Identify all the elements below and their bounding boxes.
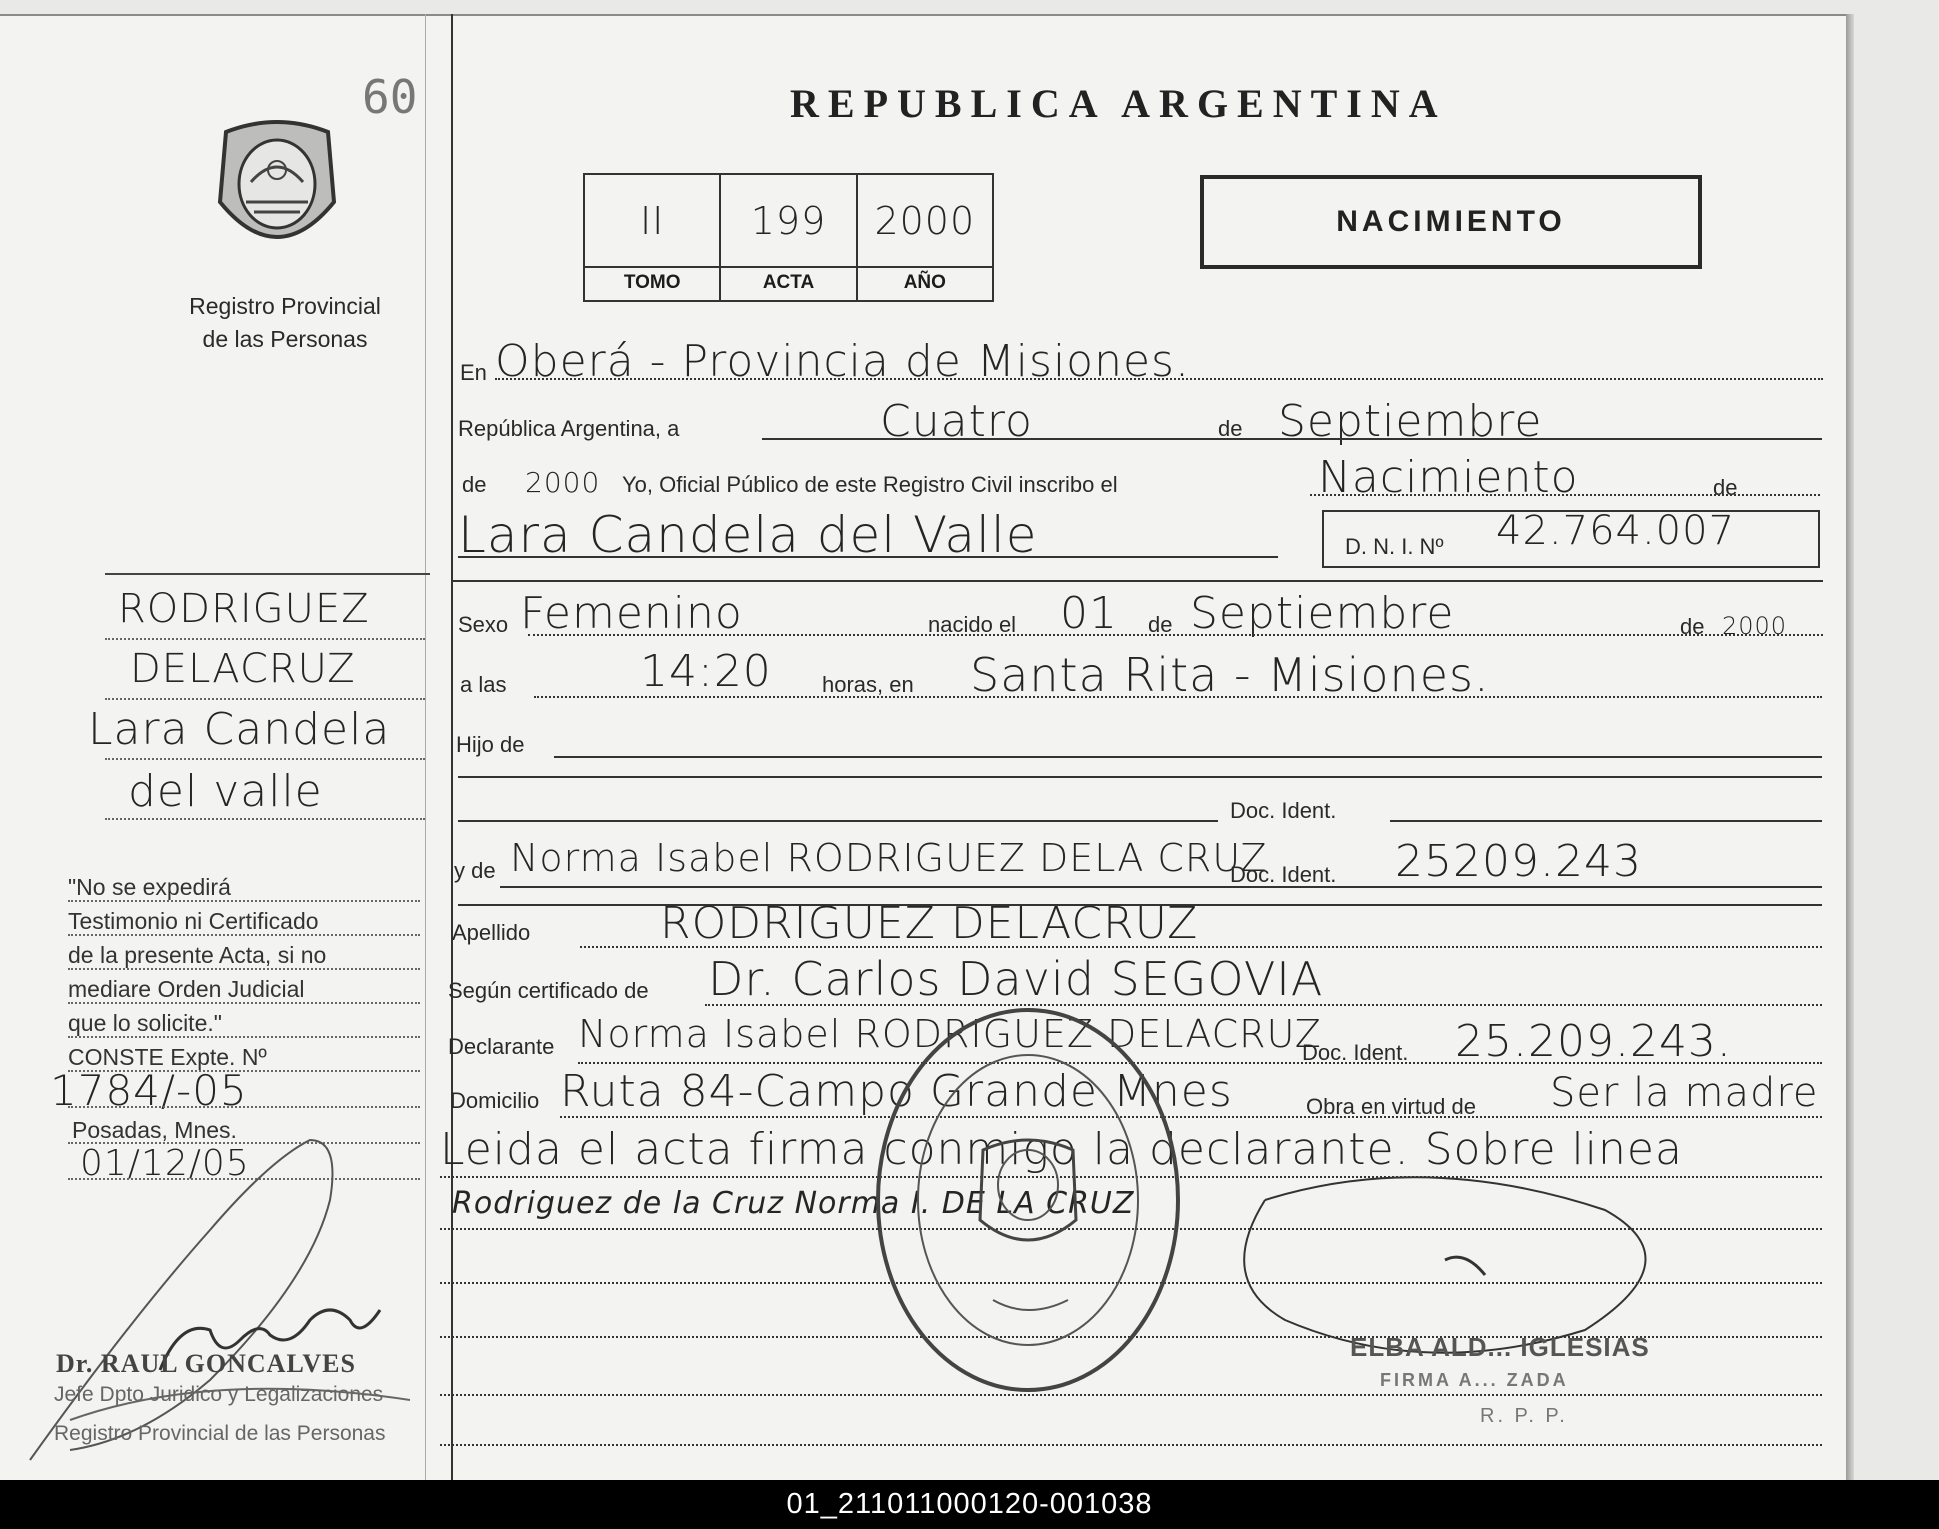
apellido-value: RODRIGUEZ DELACRUZ	[660, 898, 1199, 949]
mother-doc-label: Doc. Ident.	[1230, 862, 1337, 887]
tomo-label: TOMO	[585, 266, 719, 294]
anio-label: AÑO	[858, 266, 992, 294]
provincial-seal-icon	[206, 112, 348, 262]
father-rule-3	[458, 820, 1218, 822]
father-rule-2	[458, 776, 1822, 778]
acta-cell	[721, 175, 857, 300]
declarante-value: Norma Isabel RODRIGUEZ DELACRUZ	[578, 1012, 1322, 1056]
declarante-rule	[578, 1062, 1822, 1064]
dni-value: 42.764.007	[1496, 508, 1736, 554]
document-id-footer: 01_211011000120-001038	[0, 1480, 1939, 1529]
column-divider	[451, 14, 453, 1480]
note-dotted-rule	[68, 1106, 420, 1108]
declarant-signature: Rodriguez de la Cruz Norma I. DE LA CRUZ	[452, 1186, 1135, 1221]
anio-cell	[858, 175, 992, 300]
legal-note-line: Testimonio ni Certificado	[68, 908, 319, 934]
birth-place: Santa Rita - Misiones.	[970, 648, 1490, 702]
official-name: Dr. RAUL GONCALVES	[56, 1349, 356, 1378]
domicilio-value: Ruta 84-Campo Grande Mnes	[560, 1066, 1233, 1117]
sign-date: 01/12/05	[80, 1143, 250, 1184]
acta-label: ACTA	[721, 266, 855, 294]
republica-label: República Argentina, a	[458, 416, 680, 441]
sexo-value: Femenino	[520, 588, 743, 639]
note-dotted-rule	[68, 934, 420, 936]
margin-dotted-rule	[105, 818, 425, 820]
margin-dotted-rule	[105, 698, 425, 700]
margin-surname-2: DELACRUZ	[130, 646, 356, 692]
apellido-rule	[580, 946, 1822, 948]
apellido-label: Apellido	[452, 920, 531, 945]
margin-given-2: del valle	[128, 766, 323, 817]
date-rule	[762, 438, 1822, 440]
a-las-label: a las	[460, 672, 507, 697]
note-dotted-rule	[68, 900, 420, 902]
act-type: Nacimiento	[1318, 452, 1579, 503]
registry-line-1: Registro Provincial	[189, 293, 381, 319]
mother-name: Norma Isabel RODRIGUEZ DELA CRUZ	[510, 836, 1268, 880]
declarante-doc: 25.209.243.	[1455, 1016, 1732, 1067]
de-label: de	[1713, 475, 1738, 500]
de-label: de	[1218, 416, 1243, 441]
margin-surname-1: RODRIGUEZ	[118, 586, 370, 632]
birth-month: Septiembre	[1190, 588, 1455, 639]
legal-note-line: mediare Orden Judicial	[68, 976, 305, 1002]
tomo-value: II	[639, 199, 665, 243]
expediente-number: 1784/-05	[50, 1066, 248, 1115]
horas-label: horas, en	[822, 672, 914, 697]
birth-time: 14:20	[640, 646, 772, 697]
sheet-edge	[1846, 14, 1854, 1480]
sexo-label: Sexo	[458, 612, 509, 637]
registrar-org: R. P. P.	[1480, 1405, 1568, 1427]
tomo-cell	[585, 175, 721, 300]
record-year: 2000	[525, 466, 601, 499]
birth-day: 01	[1060, 588, 1118, 639]
margin-given-1: Lara Candela	[88, 704, 391, 755]
registry-name	[150, 290, 420, 356]
en-rule	[495, 378, 1823, 380]
domicilio-rule	[560, 1116, 1822, 1118]
inscribe-label: Yo, Oficial Público de este Registro Civil inscribo el	[622, 472, 1118, 497]
legal-note-line: de la presente Acta, si no	[68, 942, 327, 968]
record-day: Cuatro	[880, 396, 1033, 447]
de-label: de	[1148, 612, 1173, 637]
legal-note-line: que lo solicite."	[68, 1010, 222, 1036]
page-number: 60	[362, 70, 418, 124]
father-doc-label: Doc. Ident.	[1230, 798, 1337, 823]
y-de-label: y de	[454, 858, 496, 883]
legal-note-line: CONSTE Expte. Nº	[68, 1044, 267, 1070]
time-rule	[534, 696, 1822, 698]
note-dotted-rule	[68, 1002, 420, 1004]
act-rule	[1310, 494, 1820, 496]
record-type-box: NACIMIENTO	[1200, 175, 1702, 269]
doctor-name: Dr. Carlos David SEGOVIA	[708, 952, 1324, 1006]
child-name: Lara Candela del Valle	[458, 506, 1038, 564]
obra-value: Ser la madre	[1550, 1070, 1819, 1116]
book-reference-box	[583, 173, 994, 302]
declarante-doc-label: Doc. Ident.	[1302, 1040, 1409, 1065]
sexo-rule	[528, 634, 1823, 636]
note-dotted-rule	[68, 1036, 420, 1038]
birth-year: 2000	[1722, 612, 1788, 640]
margin-dotted-rule	[105, 758, 425, 760]
anio-value: 2000	[874, 199, 976, 243]
registrar-name: ELBA ALD... IGLESIAS	[1350, 1332, 1650, 1362]
domicilio-label: Domicilio	[450, 1088, 540, 1113]
note-dotted-rule	[68, 968, 420, 970]
mother-rule	[500, 886, 1822, 888]
hijo-label: Hijo de	[456, 732, 525, 757]
child-name-rule	[458, 556, 1278, 558]
official-title: Jefe Dpto Juridico y Legalizaciones	[54, 1383, 384, 1406]
reading-note: Leida el acta firma conmigo la declarante. Sobre linea	[440, 1124, 1683, 1175]
de-label: de	[1680, 614, 1705, 639]
certificado-label: Según certificado de	[448, 978, 649, 1003]
de-label: de	[462, 472, 487, 497]
official-office: Registro Provincial de las Personas	[54, 1422, 386, 1445]
en-label: En	[460, 360, 487, 385]
father-rule	[554, 756, 1822, 758]
nacido-label: nacido el	[928, 612, 1017, 637]
section-rule	[453, 580, 1823, 582]
registrar-role: FIRMA A... ZADA	[1380, 1370, 1569, 1390]
dni-label: D. N. I. Nº	[1345, 534, 1444, 559]
place-of-record: Oberá - Provincia de Misiones.	[495, 336, 1190, 387]
record-month: Septiembre	[1278, 396, 1543, 447]
margin-dotted-rule	[105, 638, 425, 640]
margin-rule	[105, 573, 430, 575]
official-stamp-icon	[868, 1000, 1188, 1400]
declarante-label: Declarante	[448, 1034, 555, 1059]
country-title: REPUBLICA ARGENTINA	[790, 81, 1447, 126]
obra-label: Obra en virtud de	[1306, 1094, 1476, 1119]
mother-doc: 25209.243	[1395, 836, 1642, 887]
father-doc-rule	[1390, 820, 1822, 822]
acta-value: 199	[750, 199, 827, 243]
note-rule	[440, 1444, 1822, 1446]
legal-note-line: "No se expedirá	[68, 874, 231, 900]
place-label: Posadas, Mnes.	[72, 1117, 237, 1143]
registry-line-2: de las Personas	[202, 326, 368, 352]
